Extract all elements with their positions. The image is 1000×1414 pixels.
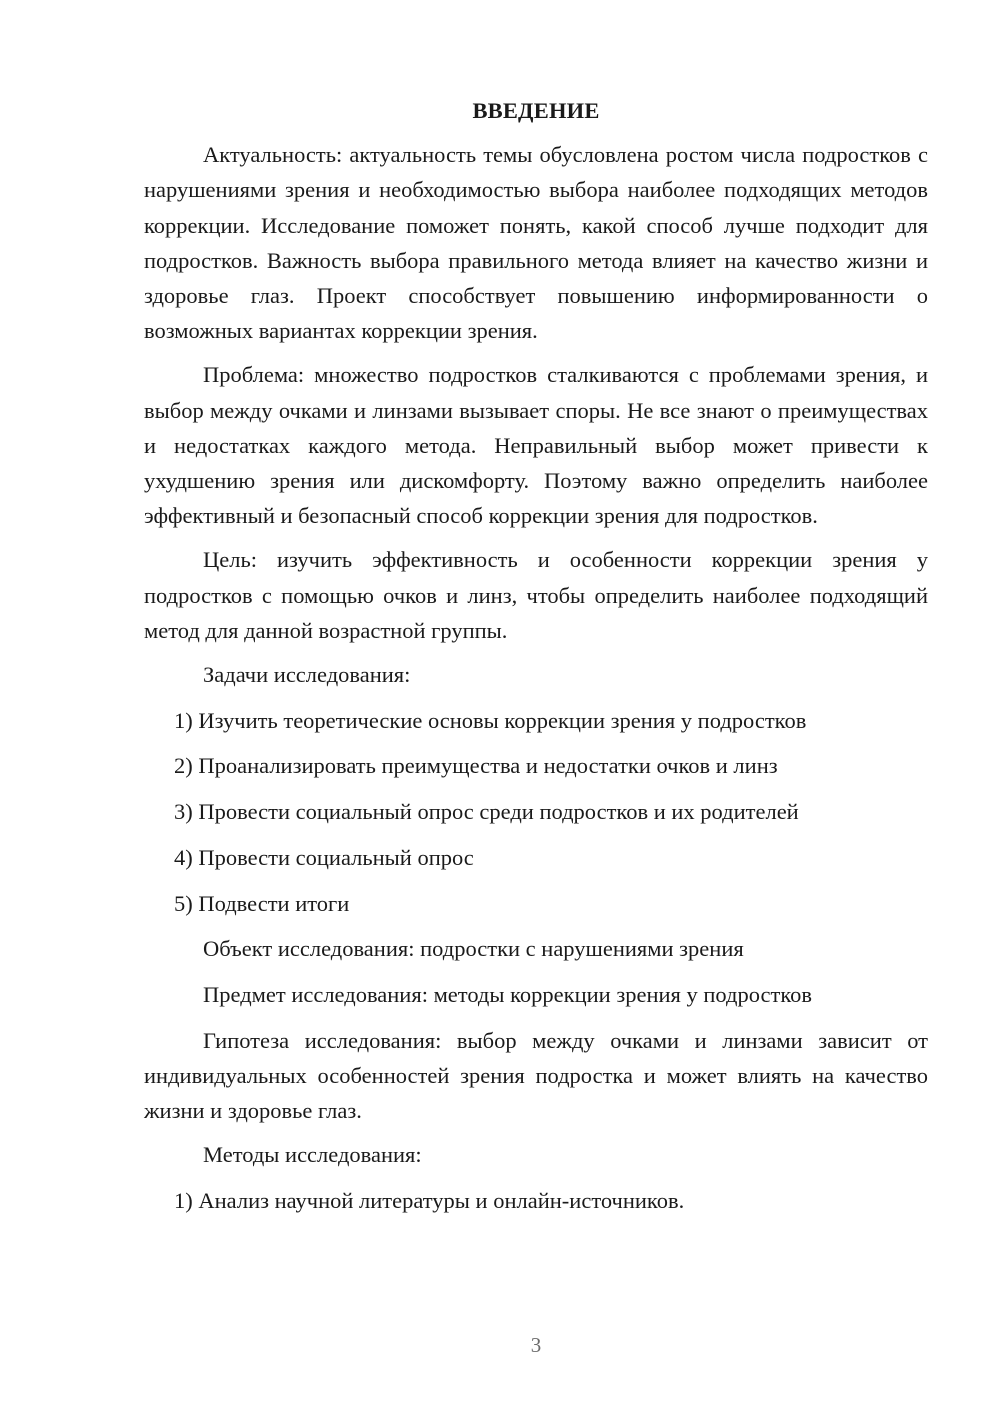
- method-item: 1) Анализ научной литературы и онлайн-источников.: [174, 1187, 685, 1213]
- problem-paragraph: Проблема: множество подростков сталкиваются с проблемами зрения, и выбор между очками и линзами вызывает споры. Не все знают о преимуществах и недостатках каждого метода. Неправильный выбор может привести к ухудшению зрения или дискомфорту. Поэтому важно определить наиболее эффективный и безопасный способ коррекции зрения для подростков.: [144, 362, 928, 529]
- task-item: 5) Подвести итоги: [174, 890, 350, 916]
- methods-heading: Методы исследования:: [203, 1142, 422, 1168]
- task-item: 2) Проанализировать преимущества и недостатки очков и линз: [174, 753, 778, 779]
- task-item: 1) Изучить теоретические основы коррекции зрения у подростков: [174, 707, 807, 733]
- task-item: 3) Провести социальный опрос среди подростков и их родителей: [174, 799, 799, 825]
- tasks-heading: Задачи исследования:: [203, 662, 411, 688]
- research-subject: Предмет исследования: методы коррекции зрения у подростков: [203, 981, 813, 1007]
- research-object: Объект исследования: подростки с нарушениями зрения: [203, 936, 744, 962]
- relevance-paragraph: Актуальность: актуальность темы обусловлена ростом числа подростков с нарушениями зрения и необходимостью выбора наиболее подходящих методов коррекции. Исследование поможет понять, какой способ лучше подходит для подростков. Важность выбора правильного метода влияет на качество жизни и здоровье глаз. Проект способствует повышению информированности о возможных вариантах коррекции зрения.: [144, 142, 928, 344]
- section-title: ВВЕДЕНИЕ: [472, 98, 600, 123]
- hypothesis-paragraph: Гипотеза исследования: выбор между очками и линзами зависит от индивидуальных особенностей зрения подростка и может влиять на качество жизни и здоровье глаз.: [144, 1027, 928, 1124]
- page-content: [144, 93, 928, 1229]
- goal-paragraph: Цель: изучить эффективность и особенности коррекции зрения у подростков с помощью очков и линз, чтобы определить наиболее подходящий метод для данной возрастной группы.: [144, 547, 928, 643]
- page-number: 3: [530, 1333, 542, 1357]
- task-item: 4) Провести социальный опрос: [174, 844, 474, 870]
